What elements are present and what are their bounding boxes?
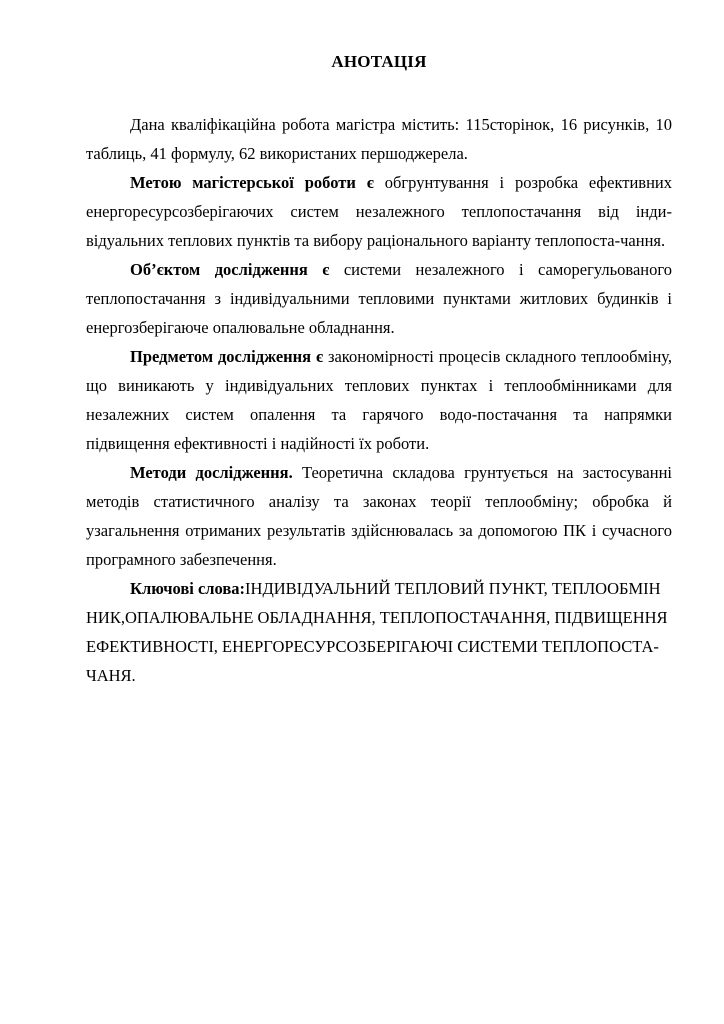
page-title: АНОТАЦІЯ bbox=[331, 52, 427, 71]
paragraph-object-text: системи незалежного і саморегульованого теплопостачання з індивідуальними тепловими пунктами житлових будинків і енергозберігаюче опалювальне обладнання. bbox=[86, 260, 672, 337]
paragraph-object bbox=[86, 255, 672, 342]
paragraph-goal bbox=[86, 168, 672, 255]
paragraph-methods-text: Теоретична складова грунтується на застосуванні методів статистичного аналізу та законах теорії теплообміну; обробка й узагальнення отриманих результатів здійснювалась за допомогою ПК і сучасного програмного забезпечення. bbox=[86, 463, 672, 569]
keywords-label: Ключові слова: bbox=[130, 579, 246, 598]
paragraph-subject-lead: Предметом дослідження є bbox=[130, 347, 324, 366]
abstract-body bbox=[86, 110, 672, 690]
paragraph-goal-text: обгрунтування і розробка ефективних енергоресурсозберігаючих систем незалежного теплопостачання від інди-відуальних теплових пунктів та вибору раціонального варіанту теплопоста-чання. bbox=[86, 173, 672, 250]
keywords-text: ІНДИВІДУАЛЬНИЙ ТЕПЛОВИЙ ПУНКТ, ТЕПЛООБМІН НИК,ОПАЛЮВАЛЬНЕ ОБЛАДНАННЯ, ТЕПЛОПОСТАЧАННЯ, ПІДВИЩЕННЯ ЕФЕКТИВНОСТІ, ЕНЕРГОРЕСУРСОЗБЕРІГАЮЧІ СИСТЕМИ ТЕПЛОПОСТА-ЧАНЯ. bbox=[86, 579, 668, 685]
paragraph-summary-text: Дана кваліфікаційна робота магістра містить: 115сторінок, 16 рисунків, 10 таблиць, 41 формулу, 62 використаних першоджерела. bbox=[86, 115, 672, 163]
paragraph-summary bbox=[86, 110, 672, 168]
paragraph-methods-lead: Методи дослідження. bbox=[130, 463, 293, 482]
paragraph-goal-lead: Метою магістерської роботи є bbox=[130, 173, 374, 192]
paragraph-object-lead: Об’єктом дослідження є bbox=[130, 260, 330, 279]
paragraph-methods bbox=[86, 458, 672, 574]
paragraph-subject-text: закономірності процесів складного теплообміну, що виникають у індивідуальних теплових пунктах і теплообмінниками для незалежних систем опалення та гарячого водо-постачання та напрямки підвищення ефективності і надійності їх роботи. bbox=[86, 347, 672, 453]
paragraph-keywords bbox=[86, 574, 672, 690]
paragraph-subject bbox=[86, 342, 672, 458]
